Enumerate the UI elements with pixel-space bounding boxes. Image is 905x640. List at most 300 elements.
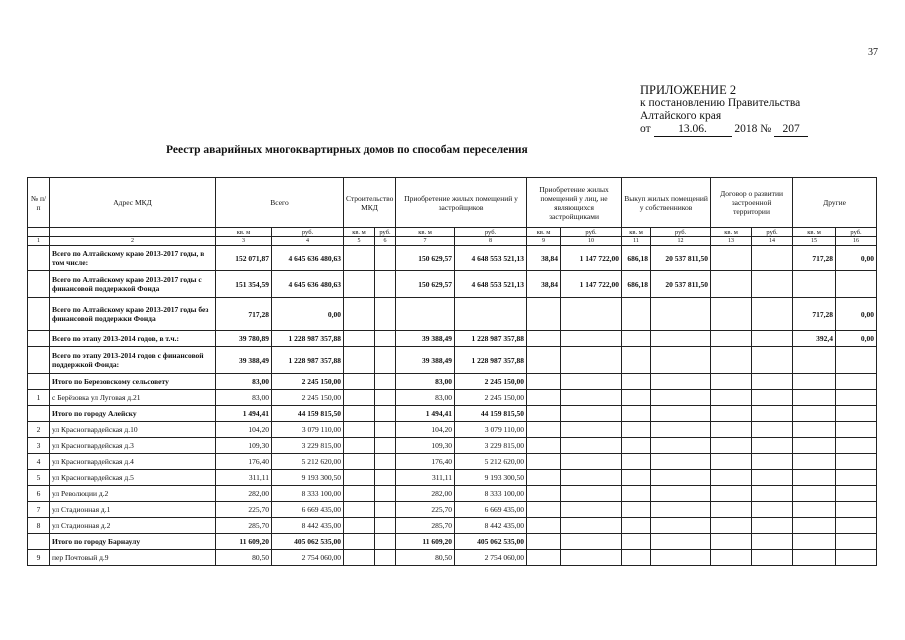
value-cell — [622, 331, 651, 347]
value-cell — [793, 470, 836, 486]
row-number: 5 — [28, 470, 50, 486]
value-cell: 44 159 815,50 — [272, 406, 344, 422]
value-cell — [752, 390, 793, 406]
value-cell — [711, 486, 752, 502]
value-cell: 285,70 — [396, 518, 455, 534]
value-cell — [561, 438, 622, 454]
value-cell — [527, 390, 561, 406]
row-number — [28, 534, 50, 550]
unit-label: руб. — [836, 228, 877, 237]
address-cell: Всего по Алтайскому краю 2013-2017 годы с финансовой поддержкой Фонда — [50, 271, 216, 298]
column-number: 15 — [793, 237, 836, 246]
total-row — [28, 374, 877, 390]
value-cell: 9 193 300,50 — [455, 470, 527, 486]
value-cell: 0,00 — [836, 298, 877, 331]
value-cell: 176,40 — [216, 454, 272, 470]
value-cell — [527, 406, 561, 422]
address-cell: ул Красногвардейская д.5 — [50, 470, 216, 486]
value-cell — [711, 502, 752, 518]
value-cell — [344, 550, 375, 566]
value-cell — [561, 486, 622, 502]
value-cell — [836, 347, 877, 374]
value-cell — [375, 502, 396, 518]
value-cell — [561, 374, 622, 390]
total-row — [28, 298, 877, 331]
value-cell — [561, 331, 622, 347]
value-cell — [622, 502, 651, 518]
total-row — [28, 271, 877, 298]
value-cell — [711, 390, 752, 406]
value-cell: 225,70 — [396, 502, 455, 518]
value-cell — [622, 374, 651, 390]
value-cell — [752, 422, 793, 438]
value-cell: 3 229 815,00 — [455, 438, 527, 454]
table-row — [28, 550, 877, 566]
column-number: 10 — [561, 237, 622, 246]
value-cell — [375, 298, 396, 331]
value-cell — [527, 470, 561, 486]
value-cell: 4 648 553 521,13 — [455, 246, 527, 271]
value-cell — [375, 331, 396, 347]
value-cell — [651, 518, 711, 534]
column-number: 7 — [396, 237, 455, 246]
value-cell — [344, 374, 375, 390]
address-cell: ул Красногвардейская д.10 — [50, 422, 216, 438]
value-cell: 109,30 — [216, 438, 272, 454]
unit-label: кв. м — [527, 228, 561, 237]
unit-label: кв. м — [793, 228, 836, 237]
value-cell: 150 629,57 — [396, 271, 455, 298]
value-cell — [527, 550, 561, 566]
value-cell: 1 147 722,00 — [561, 246, 622, 271]
value-cell — [752, 298, 793, 331]
value-cell — [752, 347, 793, 374]
value-cell: 0,00 — [272, 298, 344, 331]
value-cell — [375, 347, 396, 374]
table-body — [28, 246, 877, 566]
value-cell: 1 147 722,00 — [561, 271, 622, 298]
header-num: № п/п — [28, 178, 50, 228]
value-cell — [752, 331, 793, 347]
value-cell: 4 645 636 480,63 — [272, 271, 344, 298]
value-cell: 717,28 — [793, 298, 836, 331]
unit-label: кв. м — [344, 228, 375, 237]
value-cell — [651, 406, 711, 422]
value-cell — [651, 534, 711, 550]
value-cell — [651, 374, 711, 390]
value-cell — [344, 347, 375, 374]
value-cell: 2 245 150,00 — [272, 374, 344, 390]
value-cell — [752, 374, 793, 390]
value-cell: 150 629,57 — [396, 246, 455, 271]
row-number — [28, 331, 50, 347]
header-purchase-developers: Приобретение жилых помещений у застройщиков — [396, 178, 527, 228]
value-cell: 6 669 435,00 — [272, 502, 344, 518]
column-number: 4 — [272, 237, 344, 246]
value-cell: 717,28 — [216, 298, 272, 331]
header-purchase-non-developers: Приобретение жилых помещений у лиц, не являющихся застройщиками — [527, 178, 622, 228]
value-cell: 83,00 — [216, 390, 272, 406]
value-cell — [752, 470, 793, 486]
value-cell: 2 754 060,00 — [272, 550, 344, 566]
header-buyout: Выкуп жилых помещений у собственников — [622, 178, 711, 228]
date-value: 13.06. — [654, 123, 732, 137]
value-cell — [711, 518, 752, 534]
value-cell — [651, 454, 711, 470]
value-cell: 8 442 435,00 — [272, 518, 344, 534]
total-row — [28, 347, 877, 374]
value-cell — [622, 518, 651, 534]
value-cell — [527, 438, 561, 454]
value-cell: 38,84 — [527, 271, 561, 298]
column-number: 8 — [455, 237, 527, 246]
value-cell — [344, 502, 375, 518]
value-cell — [375, 422, 396, 438]
value-cell: 104,20 — [216, 422, 272, 438]
value-cell — [651, 422, 711, 438]
value-cell — [622, 486, 651, 502]
value-cell — [711, 550, 752, 566]
row-number: 9 — [28, 550, 50, 566]
value-cell: 44 159 815,50 — [455, 406, 527, 422]
value-cell — [836, 502, 877, 518]
value-cell: 3 079 110,00 — [272, 422, 344, 438]
value-cell — [561, 470, 622, 486]
value-cell — [711, 534, 752, 550]
unit-label: руб. — [651, 228, 711, 237]
value-cell — [527, 331, 561, 347]
value-cell — [561, 406, 622, 422]
value-cell — [836, 438, 877, 454]
value-cell — [527, 347, 561, 374]
value-cell — [752, 406, 793, 422]
value-cell: 39 388,49 — [396, 347, 455, 374]
value-cell — [793, 454, 836, 470]
value-cell: 176,40 — [396, 454, 455, 470]
value-cell — [752, 550, 793, 566]
value-cell — [527, 374, 561, 390]
value-cell — [375, 438, 396, 454]
page-number: 37 — [868, 47, 878, 58]
column-number: 1 — [28, 237, 50, 246]
appendix-block — [640, 84, 808, 137]
value-cell: 2 245 150,00 — [272, 390, 344, 406]
value-cell — [711, 271, 752, 298]
value-cell — [711, 246, 752, 271]
document-title: Реестр аварийных многоквартирных домов по способам переселения — [166, 144, 528, 156]
value-cell: 80,50 — [216, 550, 272, 566]
value-cell — [622, 422, 651, 438]
value-cell: 3 229 815,00 — [272, 438, 344, 454]
value-cell — [344, 298, 375, 331]
column-number: 12 — [651, 237, 711, 246]
address-cell: ул Красногвардейская д.3 — [50, 438, 216, 454]
value-cell: 20 537 811,50 — [651, 271, 711, 298]
address-cell: ул Стадионная д.1 — [50, 502, 216, 518]
value-cell: 39 780,89 — [216, 331, 272, 347]
unit-label: кв. м — [396, 228, 455, 237]
value-cell: 1 228 987 357,88 — [272, 331, 344, 347]
value-cell — [375, 454, 396, 470]
value-cell — [752, 534, 793, 550]
value-cell — [793, 406, 836, 422]
column-number: 9 — [527, 237, 561, 246]
value-cell — [527, 502, 561, 518]
column-number: 5 — [344, 237, 375, 246]
value-cell: 11 609,20 — [396, 534, 455, 550]
value-cell: 39 388,49 — [216, 347, 272, 374]
value-cell — [836, 470, 877, 486]
column-number: 6 — [375, 237, 396, 246]
address-cell: с Берёзовка ул Луговая д.21 — [50, 390, 216, 406]
value-cell — [651, 486, 711, 502]
value-cell — [561, 550, 622, 566]
value-cell — [711, 438, 752, 454]
value-cell: 5 212 620,00 — [455, 454, 527, 470]
value-cell — [793, 550, 836, 566]
value-cell — [711, 298, 752, 331]
value-cell — [561, 534, 622, 550]
value-cell — [711, 374, 752, 390]
address-cell: Всего по этапу 2013-2014 годов, в т.ч.: — [50, 331, 216, 347]
units-row — [28, 228, 877, 237]
value-cell: 686,18 — [622, 246, 651, 271]
value-cell — [622, 298, 651, 331]
address-cell: Итого по Березовскому сельсовету — [50, 374, 216, 390]
value-cell — [836, 534, 877, 550]
column-number: 13 — [711, 237, 752, 246]
row-number: 2 — [28, 422, 50, 438]
value-cell: 11 609,20 — [216, 534, 272, 550]
row-number — [28, 374, 50, 390]
value-cell — [752, 271, 793, 298]
value-cell — [375, 390, 396, 406]
address-cell: Всего по Алтайскому краю 2013-2017 годы без финансовой поддержки Фонда — [50, 298, 216, 331]
value-cell: 3 079 110,00 — [455, 422, 527, 438]
address-cell: Итого по городу Барнаулу — [50, 534, 216, 550]
value-cell — [752, 486, 793, 502]
value-cell — [344, 518, 375, 534]
value-cell: 151 354,59 — [216, 271, 272, 298]
value-cell: 8 442 435,00 — [455, 518, 527, 534]
value-cell — [793, 271, 836, 298]
row-number — [28, 406, 50, 422]
value-cell: 2 245 150,00 — [455, 374, 527, 390]
value-cell: 311,11 — [396, 470, 455, 486]
value-cell: 311,11 — [216, 470, 272, 486]
value-cell: 152 071,87 — [216, 246, 272, 271]
date-prefix: от — [640, 123, 651, 135]
value-cell — [622, 347, 651, 374]
value-cell: 83,00 — [396, 374, 455, 390]
value-cell — [561, 518, 622, 534]
value-cell: 225,70 — [216, 502, 272, 518]
date-year: 2018 — [734, 123, 758, 135]
value-cell — [793, 422, 836, 438]
value-cell: 0,00 — [836, 331, 877, 347]
value-cell — [527, 298, 561, 331]
value-cell — [651, 502, 711, 518]
value-cell — [561, 298, 622, 331]
column-number-row — [28, 237, 877, 246]
value-cell: 2 245 150,00 — [455, 390, 527, 406]
row-number: 1 — [28, 390, 50, 406]
value-cell — [836, 454, 877, 470]
value-cell — [711, 331, 752, 347]
value-cell — [836, 518, 877, 534]
unit-label: руб. — [455, 228, 527, 237]
value-cell: 2 754 060,00 — [455, 550, 527, 566]
row-number — [28, 271, 50, 298]
value-cell — [344, 454, 375, 470]
value-cell — [836, 271, 877, 298]
value-cell — [836, 374, 877, 390]
address-cell: ул Стадионная д.2 — [50, 518, 216, 534]
address-cell: Всего по этапу 2013-2014 годов с финансовой поддержкой Фонда: — [50, 347, 216, 374]
total-row — [28, 246, 877, 271]
header-territory: Договор о развитии застроенной территории — [711, 178, 793, 228]
value-cell — [622, 534, 651, 550]
total-row — [28, 406, 877, 422]
value-cell — [651, 331, 711, 347]
value-cell — [375, 271, 396, 298]
appendix-title: ПРИЛОЖЕНИЕ 2 — [640, 83, 737, 97]
value-cell — [793, 502, 836, 518]
value-cell — [375, 550, 396, 566]
value-cell: 8 333 100,00 — [272, 486, 344, 502]
value-cell — [752, 454, 793, 470]
header-row — [28, 178, 877, 228]
value-cell — [344, 438, 375, 454]
value-cell: 9 193 300,50 — [272, 470, 344, 486]
value-cell — [375, 406, 396, 422]
value-cell — [561, 347, 622, 374]
value-cell — [651, 438, 711, 454]
value-cell — [622, 406, 651, 422]
value-cell: 104,20 — [396, 422, 455, 438]
value-cell — [375, 518, 396, 534]
column-number: 16 — [836, 237, 877, 246]
value-cell: 6 669 435,00 — [455, 502, 527, 518]
table-row — [28, 486, 877, 502]
value-cell — [375, 374, 396, 390]
column-number: 3 — [216, 237, 272, 246]
value-cell: 20 537 811,50 — [651, 246, 711, 271]
value-cell: 80,50 — [396, 550, 455, 566]
column-number: 2 — [50, 237, 216, 246]
value-cell: 38,84 — [527, 246, 561, 271]
value-cell — [836, 486, 877, 502]
unit-label: руб. — [752, 228, 793, 237]
row-number: 3 — [28, 438, 50, 454]
value-cell: 109,30 — [396, 438, 455, 454]
value-cell — [561, 454, 622, 470]
value-cell — [836, 406, 877, 422]
header-total: Всего — [216, 178, 344, 228]
value-cell: 4 645 636 480,63 — [272, 246, 344, 271]
unit-label: руб. — [561, 228, 622, 237]
table-row — [28, 422, 877, 438]
value-cell: 8 333 100,00 — [455, 486, 527, 502]
address-cell: пер Почтовый д.9 — [50, 550, 216, 566]
value-cell: 1 228 987 357,88 — [455, 331, 527, 347]
value-cell — [836, 550, 877, 566]
value-cell: 717,28 — [793, 246, 836, 271]
value-cell — [622, 454, 651, 470]
table-row — [28, 470, 877, 486]
value-cell — [344, 534, 375, 550]
total-row — [28, 331, 877, 347]
value-cell: 0,00 — [836, 246, 877, 271]
value-cell — [455, 298, 527, 331]
doc-number: 207 — [774, 123, 808, 137]
header-other: Другие — [793, 178, 877, 228]
value-cell — [711, 406, 752, 422]
appendix-line-3: Алтайского края — [640, 110, 722, 122]
value-cell: 83,00 — [396, 390, 455, 406]
value-cell — [752, 438, 793, 454]
value-cell: 1 494,41 — [396, 406, 455, 422]
value-cell — [793, 374, 836, 390]
value-cell: 282,00 — [216, 486, 272, 502]
value-cell — [527, 422, 561, 438]
value-cell: 4 648 553 521,13 — [455, 271, 527, 298]
value-cell — [836, 422, 877, 438]
value-cell — [651, 390, 711, 406]
column-number: 11 — [622, 237, 651, 246]
appendix-line-2: к постановлению Правительства — [640, 97, 801, 109]
value-cell — [793, 534, 836, 550]
value-cell — [793, 486, 836, 502]
value-cell — [651, 347, 711, 374]
unit-label: руб. — [375, 228, 396, 237]
value-cell — [344, 390, 375, 406]
unit-label: кв. м — [711, 228, 752, 237]
value-cell — [375, 470, 396, 486]
value-cell — [344, 331, 375, 347]
value-cell — [375, 246, 396, 271]
value-cell — [561, 390, 622, 406]
number-sign: № — [760, 123, 772, 135]
value-cell — [561, 422, 622, 438]
units-blank — [28, 228, 50, 237]
value-cell — [344, 406, 375, 422]
header-address: Адрес МКД — [50, 178, 216, 228]
value-cell — [711, 454, 752, 470]
value-cell — [561, 502, 622, 518]
value-cell — [622, 438, 651, 454]
value-cell — [344, 422, 375, 438]
value-cell — [527, 518, 561, 534]
table-row — [28, 518, 877, 534]
value-cell: 1 494,41 — [216, 406, 272, 422]
value-cell: 5 212 620,00 — [272, 454, 344, 470]
value-cell — [711, 422, 752, 438]
units-blank — [50, 228, 216, 237]
appendix-date-line — [640, 123, 808, 137]
table-row — [28, 438, 877, 454]
value-cell: 405 062 535,00 — [455, 534, 527, 550]
value-cell — [752, 246, 793, 271]
value-cell — [752, 502, 793, 518]
row-number: 8 — [28, 518, 50, 534]
value-cell: 1 228 987 357,88 — [455, 347, 527, 374]
value-cell — [651, 550, 711, 566]
unit-label: руб. — [272, 228, 344, 237]
address-cell: ул Революции д.2 — [50, 486, 216, 502]
value-cell: 686,18 — [622, 271, 651, 298]
value-cell: 405 062 535,00 — [272, 534, 344, 550]
